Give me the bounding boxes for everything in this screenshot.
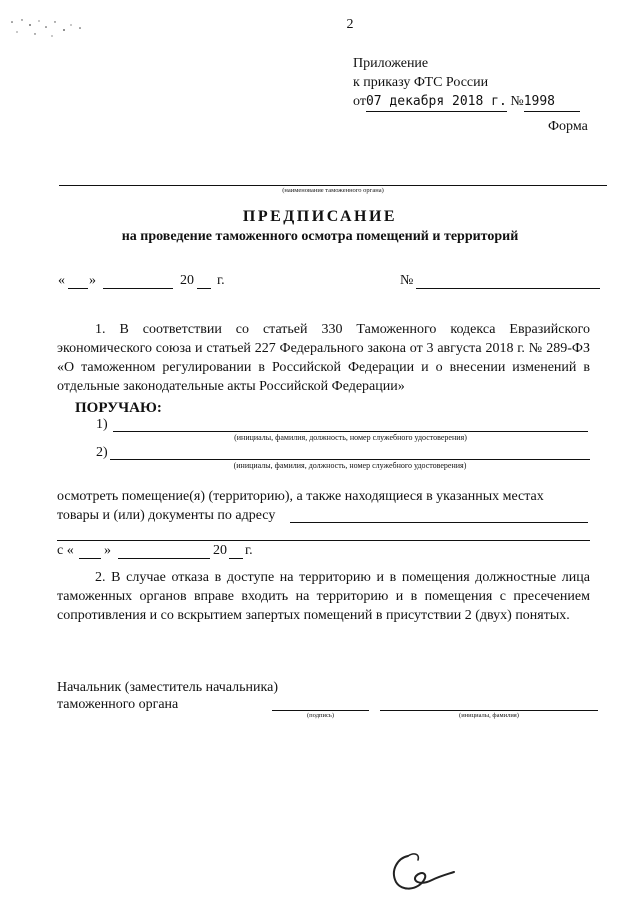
order-from-prefix: от xyxy=(353,94,366,109)
from-year-blank xyxy=(229,558,243,559)
document-title: ПРЕДПИСАНИЕ xyxy=(242,208,398,225)
customs-body-line xyxy=(59,185,607,186)
inspect-line-1: осмотреть помещение(я) (территорию), а также находящиеся в указанных местах xyxy=(57,489,544,504)
document-subtitle: на проведение таможенного осмотра помещений и территорий xyxy=(121,229,519,244)
date-year-suffix: г. xyxy=(217,273,225,288)
prescription-number-blank xyxy=(416,288,600,289)
handwritten-initial-mark xyxy=(380,848,460,898)
order-date: 07 декабря 2018 г. xyxy=(366,92,507,112)
chief-title-line-1: Начальник (заместитель начальника) xyxy=(57,680,278,695)
from-date-close-quote: » xyxy=(104,543,111,558)
form-label: Форма xyxy=(548,119,588,134)
officer-2-caption: (инициалы, фамилия, должность, номер служебного удостоверения) xyxy=(233,461,467,470)
chief-title-line-2: таможенного органа xyxy=(57,697,179,712)
officer-2-line xyxy=(110,459,590,460)
chief-name-caption: (инициалы, фамилия) xyxy=(459,712,519,719)
appendix-order-line xyxy=(353,92,613,112)
date-year-blank xyxy=(197,288,211,289)
paragraph-2: 2. В случае отказа в доступе на территорию и в помещения должностные лица таможенных органов вправе входить на территорию и в помещения с пресечением сопротивления и со вскрытием запертых помещений в присутствии 2 (двух) понятых. xyxy=(57,570,590,623)
appendix-line2: к приказу ФТС России xyxy=(353,75,489,90)
customs-body-caption: (наименование таможенного органа) xyxy=(282,187,384,194)
from-year-suffix: г. xyxy=(245,543,253,558)
chief-name-line xyxy=(380,710,598,711)
address-line-1 xyxy=(290,522,588,523)
order-number-sign: № xyxy=(510,94,524,109)
inspect-line-2: товары и (или) документы по адресу xyxy=(57,508,276,523)
from-day-blank xyxy=(79,558,101,559)
appendix-block xyxy=(353,54,613,112)
officer-1-caption: (инициалы, фамилия, должность, номер служебного удостоверения) xyxy=(234,433,467,442)
chief-signature-line xyxy=(272,710,369,711)
date-day-blank xyxy=(68,288,88,289)
date-open-quote: « xyxy=(58,273,65,288)
date-close-quote: » xyxy=(89,273,96,288)
officer-1-line xyxy=(113,431,588,432)
page-number: 2 xyxy=(346,17,354,32)
paragraph-1: 1. В соответствии со статьей 330 Таможенного кодекса Евразийского экономического союза и статьей 227 Федерального закона от 3 августа 2018 г. № 289-ФЗ «О таможенном регулировании в Российской Федерации и о внесении изменений в отдельные законодательные акты Российской Федерации» xyxy=(57,322,590,394)
officer-2-number: 2) xyxy=(96,445,108,460)
date-month-blank xyxy=(103,288,173,289)
order-number: 1998 xyxy=(524,92,580,112)
from-date-prefix: с « xyxy=(57,543,74,558)
appendix-line1: Приложение xyxy=(353,56,429,71)
chief-signature-caption: (подпись) xyxy=(307,712,334,719)
from-year-prefix: 20 xyxy=(213,543,227,558)
officer-1-number: 1) xyxy=(96,417,108,432)
from-month-blank xyxy=(118,558,210,559)
prescription-number-sign: № xyxy=(400,273,414,288)
instruct-label: ПОРУЧАЮ: xyxy=(75,400,162,416)
date-year-prefix: 20 xyxy=(180,273,194,288)
address-line-2 xyxy=(57,540,590,541)
